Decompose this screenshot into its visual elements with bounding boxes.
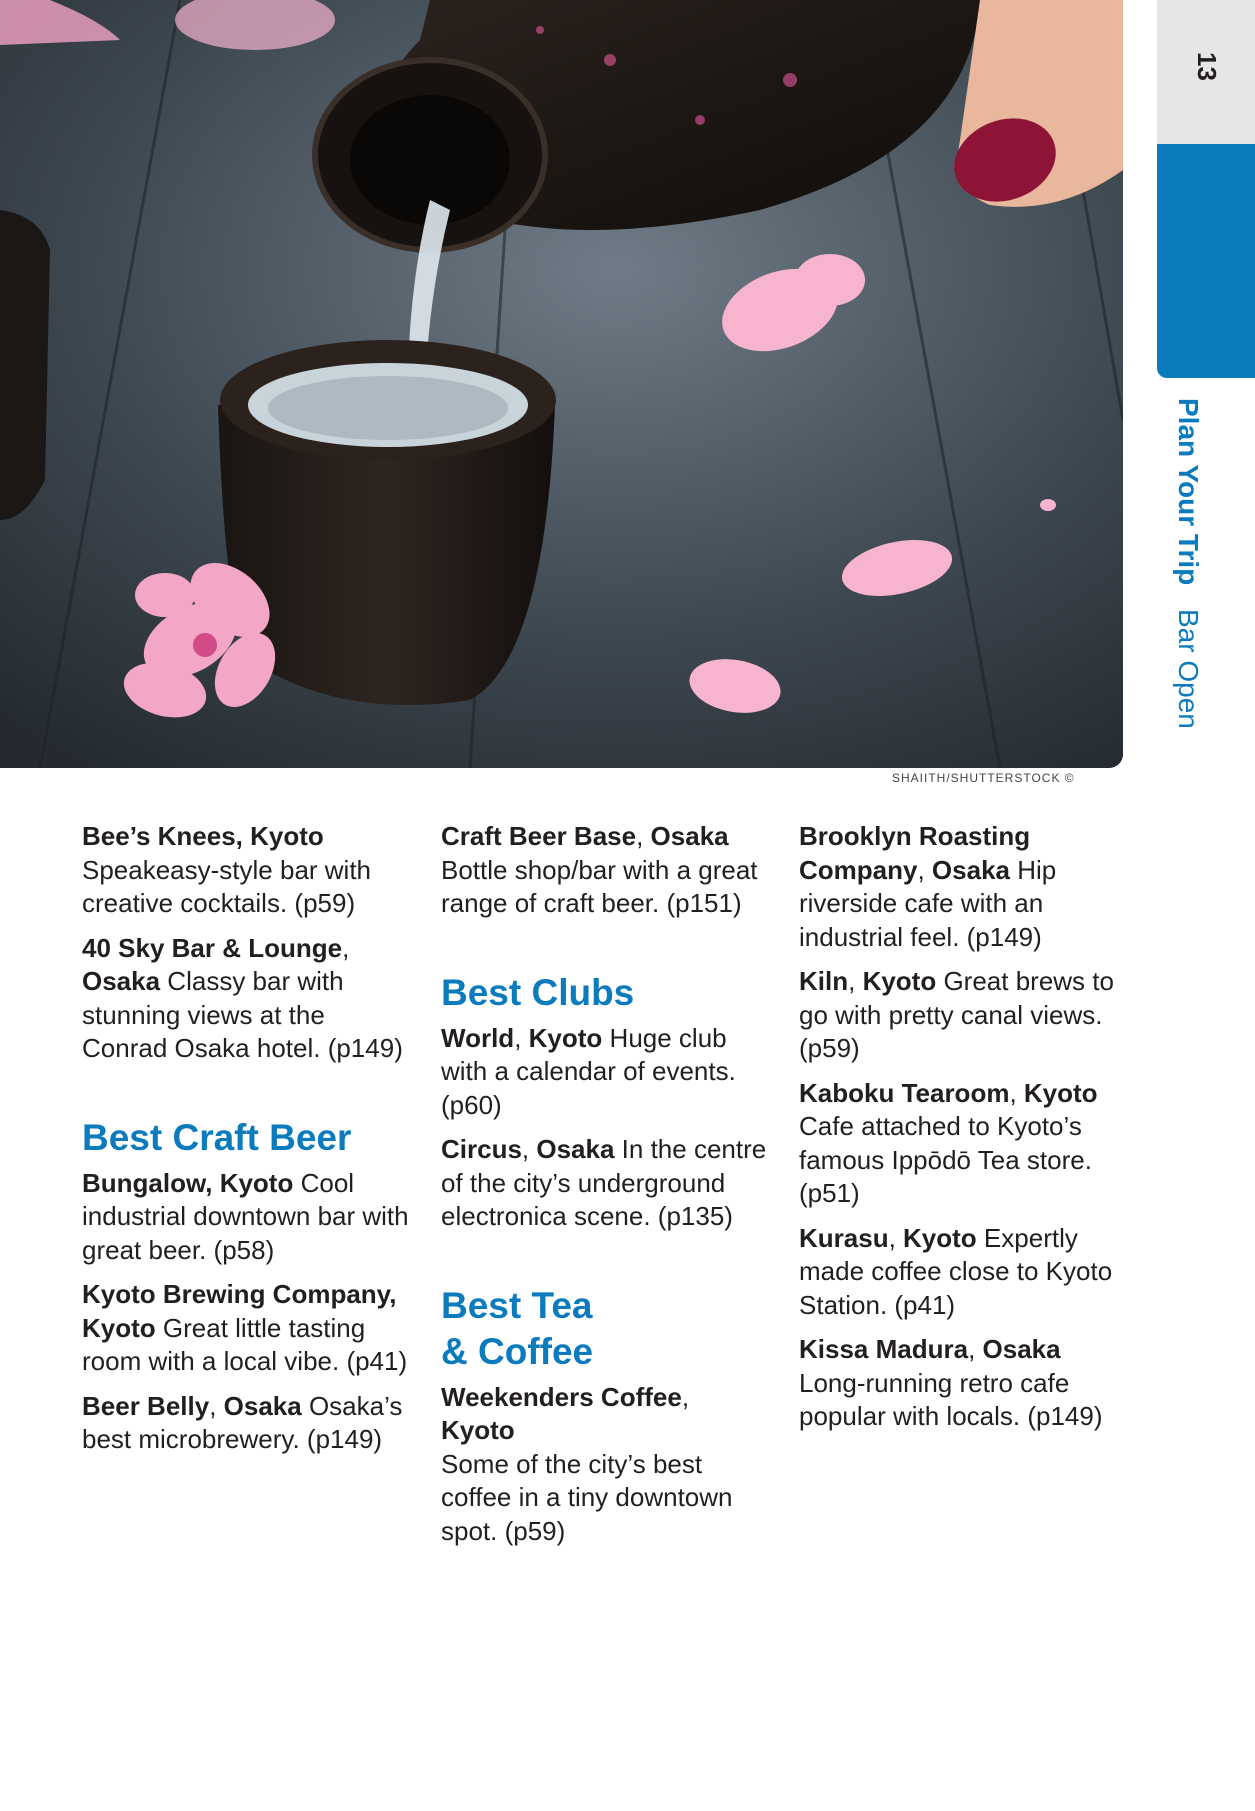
venue-name: Kiln	[799, 966, 849, 996]
venue-city: Osaka	[650, 821, 729, 851]
venue-city: Kyoto	[1023, 1077, 1098, 1108]
separator: ,	[1009, 1077, 1024, 1108]
photo-credit: SHAIITH/SHUTTERSTOCK ©	[892, 771, 1075, 785]
section-heading-line-1: Best Tea	[441, 1284, 593, 1326]
list-item	[82, 932, 410, 1066]
list-item	[82, 1390, 410, 1457]
list-item	[82, 1167, 410, 1268]
venue-name: Kyoto Brewing Company, Kyoto	[82, 1279, 397, 1343]
venue-name: Craft Beer Base	[441, 821, 637, 851]
separator: ,	[209, 1390, 224, 1421]
column-3	[799, 820, 1127, 1445]
section-heading: Best Craft Beer	[82, 1116, 352, 1158]
separator: ,	[521, 1134, 537, 1164]
list-item	[799, 965, 1127, 1066]
list-item	[799, 820, 1127, 954]
section-heading	[441, 1283, 769, 1375]
separator: ,	[681, 1381, 690, 1412]
venue-city: Kyoto	[528, 1022, 603, 1053]
separator: ,	[342, 932, 350, 963]
venue-city: Kyoto	[862, 966, 937, 996]
section-heading-line-2: & Coffee	[441, 1330, 594, 1372]
venue-city: Kyoto	[903, 1222, 977, 1253]
venue-description: Cafe attached to Kyoto’s famous Ippōdō Tea store. (p51)	[799, 1111, 1092, 1208]
list-item	[799, 1333, 1127, 1434]
venue-description: Long-running retro cafe popular with locals. (p149)	[799, 1367, 1103, 1431]
separator: ,	[968, 1334, 983, 1364]
venue-city: Kyoto	[441, 1415, 515, 1445]
list-item	[82, 820, 410, 921]
venue-name: Circus	[441, 1134, 522, 1164]
venue-name: Brooklyn Roasting Company	[799, 821, 1031, 885]
venue-city: Osaka	[982, 1334, 1061, 1364]
venue-description: Cool industrial downtown bar with great beer. (p58)	[82, 1167, 409, 1265]
venue-name: World	[441, 1022, 515, 1053]
running-head-section: Plan Your Trip	[1173, 398, 1204, 586]
venue-description: In the centre of the city’s underground electronica scene. (p135)	[441, 1134, 767, 1231]
section-tab	[1157, 144, 1255, 378]
page-number: 13	[1192, 52, 1222, 81]
list-item	[82, 1278, 410, 1379]
list-item	[441, 1381, 769, 1549]
venue-description: Huge club with a calendar of events. (p60)	[441, 1022, 736, 1120]
venue-description: Great brews to go with pretty canal views. (p59)	[799, 966, 1114, 1063]
column-2	[441, 820, 769, 1559]
venue-city: Osaka	[931, 854, 1010, 885]
list-item	[799, 1222, 1127, 1323]
running-head	[1172, 398, 1204, 729]
venue-description: Classy bar with stunning views at the Conrad Osaka hotel. (p149)	[82, 966, 403, 1063]
separator: ,	[888, 1222, 904, 1253]
venue-city: Osaka	[82, 966, 161, 996]
separator: ,	[917, 854, 932, 885]
venue-name: Weekenders Coffee	[441, 1381, 682, 1412]
venue-name: Bungalow, Kyoto	[82, 1167, 294, 1198]
list-item	[799, 1077, 1127, 1211]
venue-description: Hip riverside cafe with an industrial feel. (p149)	[799, 854, 1057, 952]
sake-photo	[0, 0, 1123, 768]
venue-name: Kissa Madura	[799, 1334, 969, 1364]
venue-name: 40 Sky Bar & Lounge	[82, 932, 343, 963]
list-item	[441, 820, 769, 921]
venue-name: Bee’s Knees, Kyoto	[82, 821, 324, 851]
venue-name: Kurasu	[799, 1222, 889, 1253]
venue-description: Some of the city’s best coffee in a tiny downtown spot. (p59)	[441, 1448, 733, 1546]
column-1	[82, 820, 410, 1468]
section-heading: Best Clubs	[441, 971, 635, 1013]
list-item	[441, 1133, 769, 1234]
sake-pouring-illustration	[0, 0, 1123, 768]
venue-description: Osaka’s best microbrewery. (p149)	[82, 1390, 403, 1454]
separator: ,	[636, 821, 651, 851]
venue-name: Kaboku Tearoom	[799, 1077, 1010, 1108]
venue-city: Osaka	[536, 1134, 615, 1164]
venue-description: Great little tasting room with a local vibe. (p41)	[82, 1312, 408, 1376]
separator: ,	[514, 1022, 529, 1053]
separator: ,	[848, 966, 863, 996]
list-item	[441, 1022, 769, 1123]
venue-description: Speakeasy-style bar with creative cocktails. (p59)	[82, 854, 372, 918]
venue-city: Osaka	[223, 1390, 302, 1421]
venue-name: Beer Belly	[82, 1390, 210, 1421]
running-head-subsection: Bar Open	[1173, 609, 1204, 729]
venue-description: Expertly made coffee close to Kyoto Station. (p41)	[799, 1222, 1113, 1320]
venue-description: Bottle shop/bar with a great range of craft beer. (p151)	[441, 854, 758, 918]
